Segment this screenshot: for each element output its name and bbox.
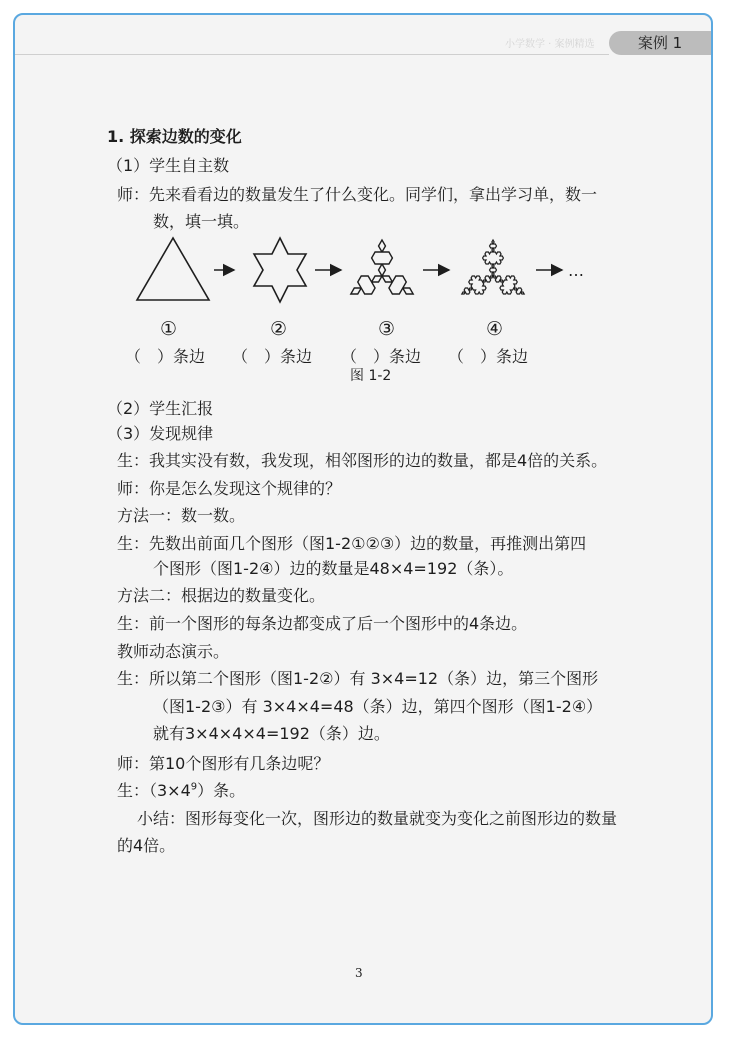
koch-figure [120,232,610,312]
demo-line: 教师动态演示。 [117,642,230,661]
summary-line-1: 小结：图形每变化一次，图形边的数量就变为变化之前图形边的数量 [137,809,618,828]
student-5-prefix: 生：（3×4 [117,781,191,800]
blank-answer-3: （ ）条边 [341,347,422,366]
koch-order-4-shape [462,240,524,294]
section-title: 1. 探索边数的变化 [107,127,242,146]
teacher-line-1: 师：先来看看边的数量发生了什么变化。同学们，拿出学习单，数一 [117,185,598,204]
figure-label-1: ① [160,318,178,340]
summary-line-2: 的4倍。 [117,836,176,855]
subheading-1: （1）学生自主数 [107,156,230,175]
blank-answer-1: （ ）条边 [125,347,206,366]
teacher-line-1-cont: 数，填一填。 [153,212,250,231]
student-line-2-cont: 个图形（图1-2④）边的数量是48×4=192（条）。 [153,559,514,578]
teacher-line-2: 师：你是怎么发现这个规律的？ [117,479,342,498]
blank-answer-2: （ ）条边 [232,347,313,366]
student-line-1: 生：我其实没有数，我发现，相邻图形的边的数量，都是4倍的关系。 [117,451,608,470]
ellipsis: … [568,261,584,280]
student-line-4-cont-1: （图1-2③）有 3×4×4=48（条）边，第四个图形（图1-2④） [153,697,603,716]
figure-caption: 图 1-2 [350,368,392,384]
figure-label-2: ② [270,318,288,340]
running-header-ghost: 小学数学 · 案例精选 [505,39,595,50]
method-1: 方法一：数一数。 [117,506,246,525]
section-tab: 案例 1 [609,31,711,55]
student-5-suffix: ）条。 [197,781,246,800]
method-2: 方法二：根据边的数量变化。 [117,586,326,605]
subheading-2: （2）学生汇报 [107,399,214,418]
student-line-4: 生：所以第二个图形（图1-2②）有 3×4=12（条）边，第三个图形 [117,669,599,688]
star-shape [254,238,306,302]
header-rule [15,54,609,55]
student-line-2: 生：先数出前面几个图形（图1-2①②③）边的数量，再推测出第四 [117,534,587,553]
figure-label-4: ④ [486,318,504,340]
koch-order-3-shape [351,240,413,294]
teacher-line-3: 师：第10个图形有几条边呢？ [117,754,330,773]
subheading-3: （3）发现规律 [107,424,214,443]
blank-answer-4: （ ）条边 [448,347,529,366]
triangle-shape [137,238,209,300]
exponent: 9 [190,781,198,793]
page-number: 3 [355,966,363,980]
student-line-3: 生：前一个图形的每条边都变成了后一个图形中的4条边。 [117,614,528,633]
student-line-5 [117,778,245,801]
student-line-4-cont-2: 就有3×4×4×4=192（条）边。 [153,724,390,743]
figure-label-3: ③ [378,318,396,340]
